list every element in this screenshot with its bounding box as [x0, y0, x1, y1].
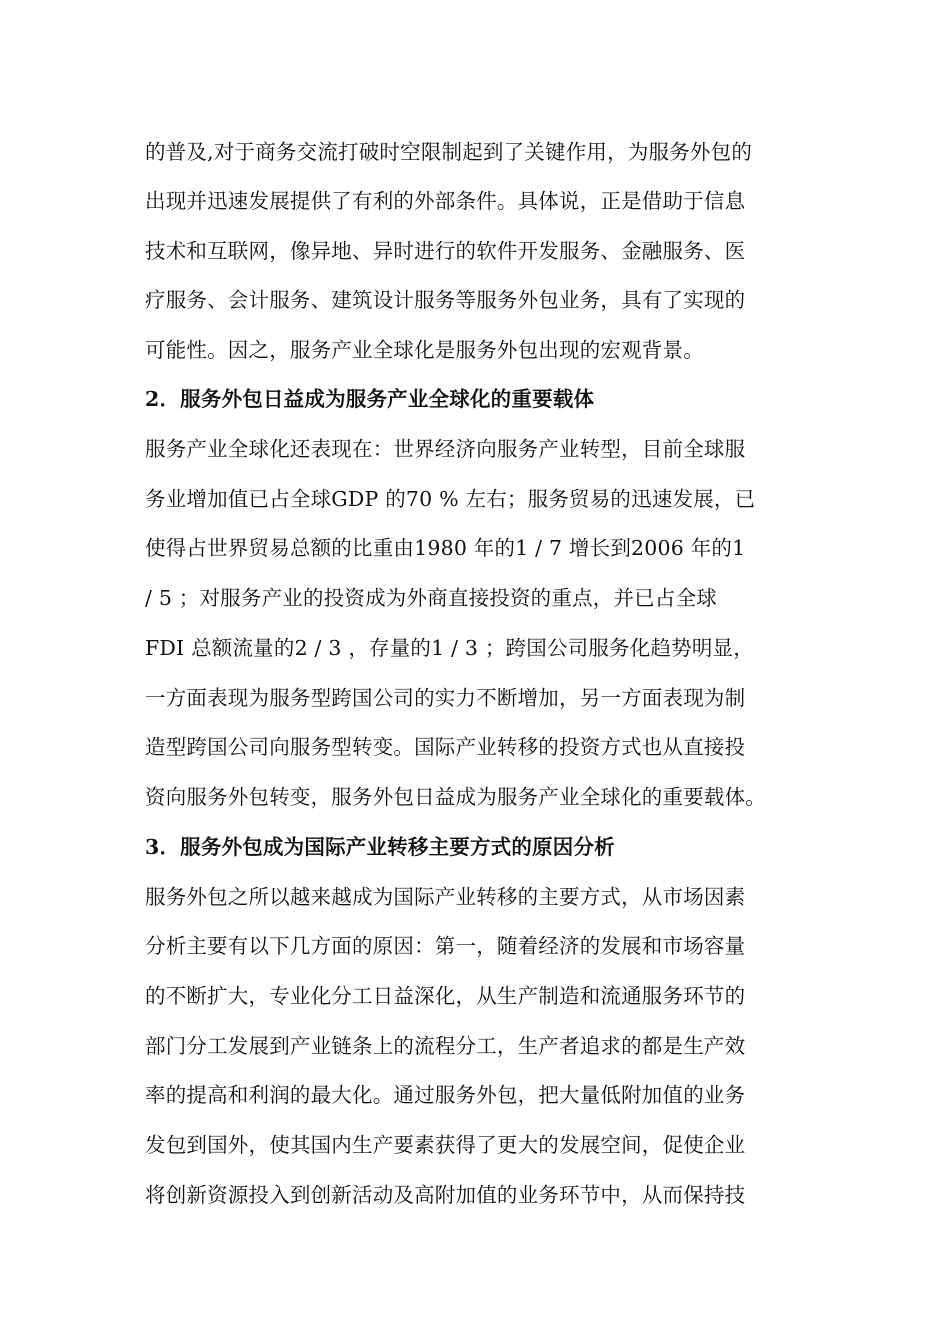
- body-text-line: 造型跨国公司向服务型转变。国际产业转移的投资方式也从直接投: [145, 735, 746, 759]
- body-text-line: 出现并迅速发展提供了有利的外部条件。具体说，正是借助于信息: [145, 189, 746, 213]
- body-text-line: 分析主要有以下几方面的原因：第一，随着经济的发展和市场容量: [145, 934, 746, 958]
- body-text-line: 一方面表现为服务型跨国公司的实力不断增加，另一方面表现为制: [145, 686, 746, 710]
- body-text-line: 使得占世界贸易总额的比重由1980 年的1 / 7 增长到2006 年的1: [145, 536, 746, 560]
- body-text-line: 发包到国外，使其国内生产要素获得了更大的发展空间，促使企业: [145, 1133, 746, 1157]
- body-text-line: 的不断扩大，专业化分工日益深化，从生产制造和流通服务环节的: [145, 984, 746, 1008]
- body-text-line: / 5 ；对服务产业的投资成为外商直接投资的重点，并已占全球: [145, 586, 717, 610]
- body-text-line: 服务外包之所以越来越成为国际产业转移的主要方式，从市场因素: [145, 885, 746, 909]
- section-heading: 2．服务外包日益成为服务产业全球化的重要载体: [145, 387, 595, 411]
- body-text-line: 资向服务外包转变，服务外包日益成为服务产业全球化的重要载体。: [145, 785, 766, 809]
- body-text-line: 服务产业全球化还表现在：世界经济向服务产业转型，目前全球服: [145, 437, 746, 461]
- body-text-line: 务业增加值已占全球GDP 的70 % 左右；服务贸易的迅速发展，已: [145, 487, 756, 511]
- body-text-line: 部门分工发展到产业链条上的流程分工，生产者追求的都是生产效: [145, 1034, 746, 1058]
- body-text-line: 技术和互联网，像异地、异时进行的软件开发服务、金融服务、医: [145, 239, 746, 263]
- body-text-line: 将创新资源投入到创新活动及高附加值的业务环节中，从而保持技: [145, 1183, 746, 1207]
- body-text-line: 的普及,对于商务交流打破时空限制起到了关键作用，为服务外包的: [145, 140, 753, 164]
- body-text-line: 率的提高和利润的最大化。通过服务外包，把大量低附加值的业务: [145, 1083, 746, 1107]
- body-text-line: FDI 总额流量的2 / 3 ，存量的1 / 3 ；跨国公司服务化趋势明显，: [145, 636, 754, 660]
- body-text-line: 疗服务、会计服务、建筑设计服务等服务外包业务，具有了实现的: [145, 288, 746, 312]
- section-heading: 3．服务外包成为国际产业转移主要方式的原因分析: [145, 835, 615, 859]
- body-text-line: 可能性。因之，服务产业全球化是服务外包出现的宏观背景。: [145, 338, 704, 362]
